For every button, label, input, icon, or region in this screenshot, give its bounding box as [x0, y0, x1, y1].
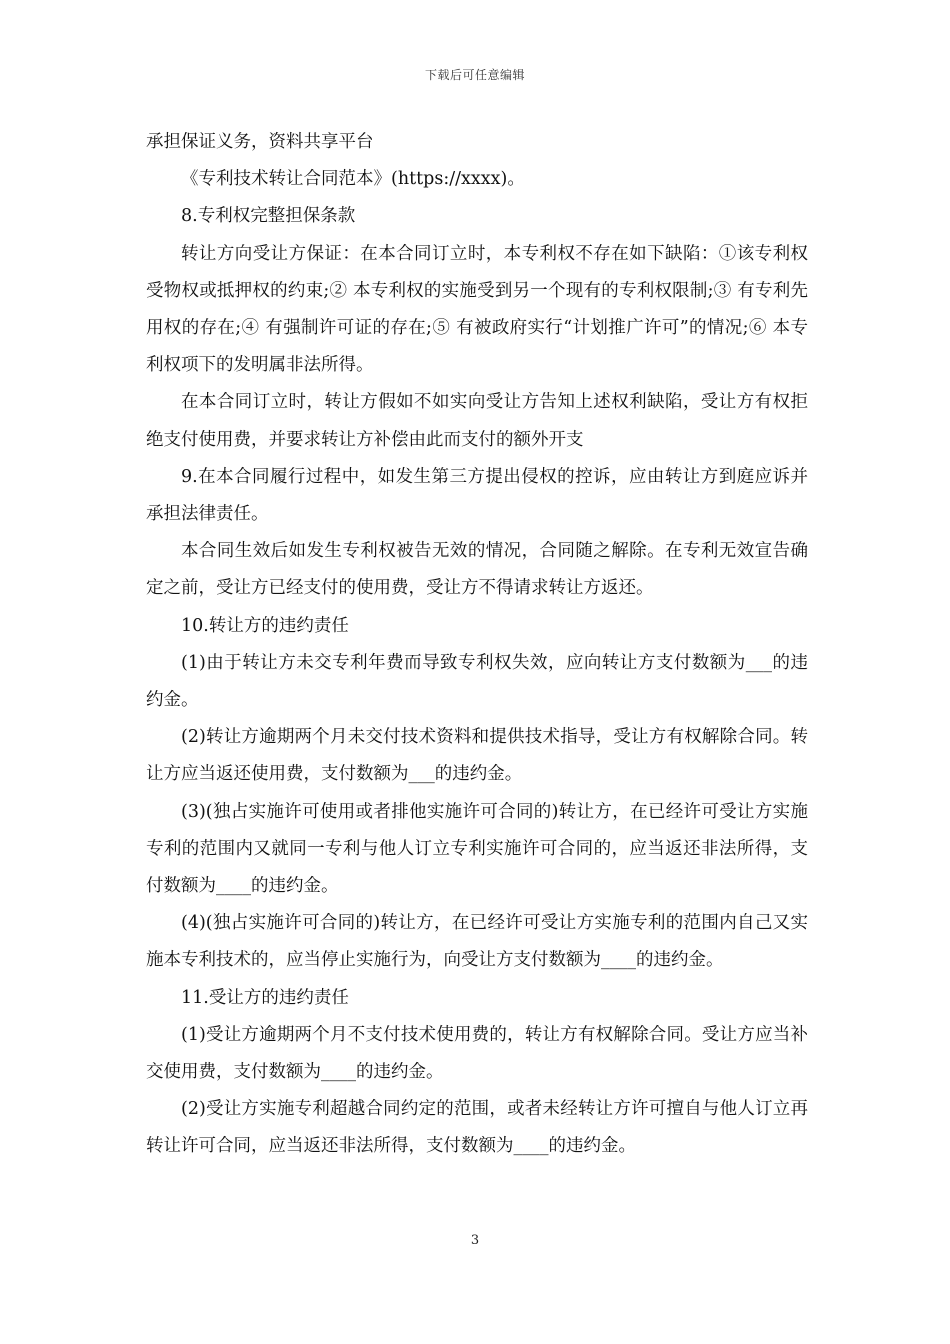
paragraph-patent-guarantee: 转让方向受让方保证：在本合同订立时，本专利权不存在如下缺陷：①该专利权受物权或抵押权的约束;② 本专利权的实施受到另一个现有的专利权限制;③ 有专利先用权的存在;④ 有强制许可证的存在;⑤ 有被政府实行“计划推广许可”的情况;⑥ 本专利权项下的发明属非法所得。 — [146, 243, 808, 376]
paragraph-patent-invalidation: 本合同生效后如发生专利权被告无效的情况，合同随之解除。在专利无效宣告确定之前，受让方已经支付的使用费，受让方不得请求转让方返还。 — [146, 541, 808, 599]
section-heading-8: 8.专利权完整担保条款 — [181, 206, 356, 227]
paragraph-transferor-liability-1: (1)由于转让方未交专利年费而导致专利权失效，应向转让方支付数额为___的违约金。 — [146, 652, 808, 711]
paragraph-defect-disclosure: 在本合同订立时，转让方假如不如实向受让方告知上述权利缺陷，受让方有权拒绝支付使用费，并要求转让方补偿由此而支付的额外开支 — [146, 392, 808, 450]
paragraph-source-reference: 《专利技术转让合同范本》(https://xxxx)。 — [181, 169, 525, 190]
paragraph-transferor-liability-2: (2)转让方逾期两个月未交付技术资料和提供技术指导，受让方有权解除合同。转让方应当返还使用费，支付数额为___的违约金。 — [146, 727, 808, 785]
section-heading-10: 10.转让方的违约责任 — [181, 615, 349, 636]
section-heading-9: 9.在本合同履行过程中，如发生第三方提出侵权的控诉，应由转让方到庭应诉并承担法律责任。 — [146, 466, 808, 525]
page-header: 下载后可任意编辑 — [424, 68, 525, 82]
paragraph-guarantee-continuation: 承担保证义务，资料共享平台 — [146, 132, 374, 152]
paragraph-transferor-liability-4: (4)(独占实施许可合同的)转让方，在已经许可受让方实施专利的范围内自己又实施本专利技术的，应当停止实施行为，向受让方支付数额为____的违约金。 — [146, 913, 808, 971]
paragraph-transferee-liability-1: (1)受让方逾期两个月不支付技术使用费的，转让方有权解除合同。受让方应当补交使用费，支付数额为____的违约金。 — [146, 1024, 808, 1083]
section-heading-11: 11.受让方的违约责任 — [181, 987, 349, 1008]
document-body — [146, 124, 808, 1166]
paragraph-transferor-liability-3: (3)(独占实施许可使用或者排他实施许可合同的)转让方，在已经许可受让方实施专利的范围内又就同一专利与他人订立专利实施许可合同的，应当返还非法所得，支付数额为____的违约金。 — [146, 801, 808, 897]
page-number: 3 — [470, 1233, 480, 1248]
paragraph-transferee-liability-2: (2)受让方实施专利超越合同约定的范围，或者未经转让方许可擅自与他人订立再转让许可合同，应当返还非法所得，支付数额为____的违约金。 — [146, 1099, 808, 1157]
